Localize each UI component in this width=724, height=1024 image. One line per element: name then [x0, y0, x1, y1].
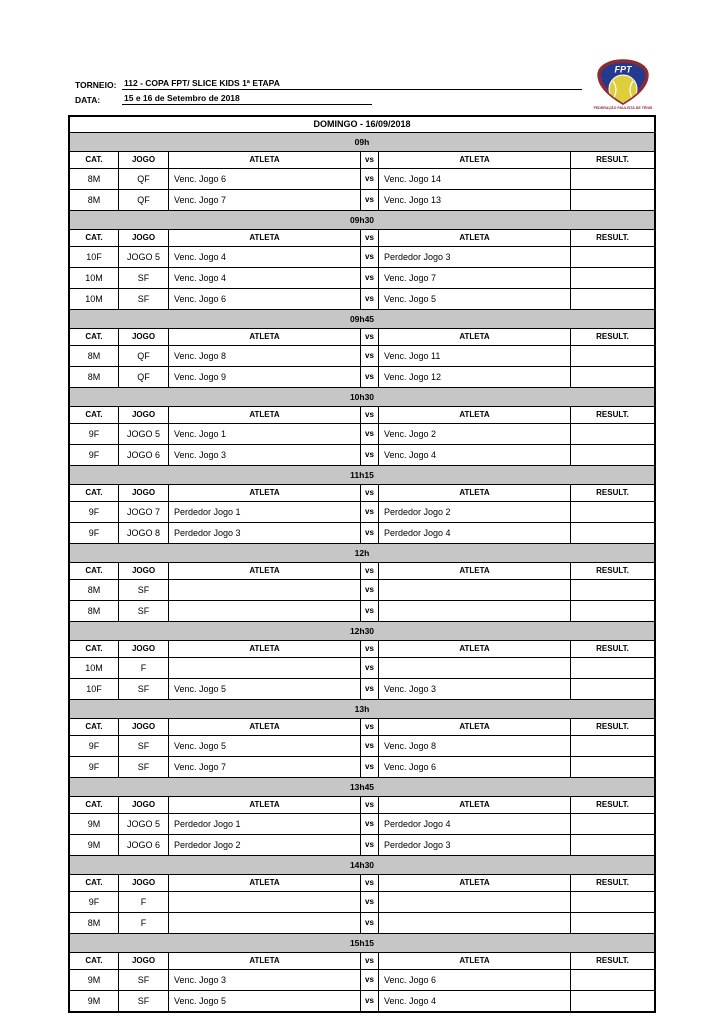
cell-cat: 8M — [87, 351, 101, 361]
fpt-abbr-text: FPT — [614, 64, 632, 75]
column-header-3: vs — [360, 485, 378, 501]
time-bar: 09h30 — [70, 211, 654, 230]
column-header-2: ATLETA — [168, 641, 360, 657]
cell-result — [570, 679, 654, 699]
column-header-2: ATLETA — [168, 719, 360, 735]
cell-cat: 9M — [87, 819, 101, 829]
cell-jogo: JOGO 6 — [118, 835, 168, 855]
cell-result — [570, 913, 654, 933]
column-header-0: CAT. — [85, 800, 103, 809]
match-row — [70, 424, 654, 445]
column-header-2: ATLETA — [168, 797, 360, 813]
fpt-logo — [590, 58, 656, 115]
column-header-5: RESULT. — [570, 485, 654, 501]
column-header-5: RESULT. — [570, 152, 654, 168]
column-header-3: vs — [360, 797, 378, 813]
cell-vs: vs — [360, 523, 378, 543]
time-bar: 09h45 — [70, 310, 654, 329]
column-header-2: ATLETA — [168, 152, 360, 168]
column-header-2: ATLETA — [168, 485, 360, 501]
match-row — [70, 736, 654, 757]
cell-result — [570, 736, 654, 756]
cell-atleta-2: Venc. Jogo 14 — [378, 169, 570, 189]
match-row — [70, 991, 654, 1011]
cell-result — [570, 169, 654, 189]
column-header-1: JOGO — [118, 953, 168, 969]
cell-vs: vs — [360, 445, 378, 465]
column-header-2: ATLETA — [168, 407, 360, 423]
cell-cat: 9F — [88, 528, 100, 538]
fpt-caption-text: FEDERAÇÃO PAULISTA DE TÊNIS — [593, 106, 653, 110]
cell-atleta-1 — [168, 580, 360, 600]
cell-result — [570, 970, 654, 990]
cell-atleta-2: Perdedor Jogo 3 — [378, 247, 570, 267]
cell-result — [570, 190, 654, 210]
cell-jogo: JOGO 6 — [118, 445, 168, 465]
cell-cat: 9F — [88, 741, 100, 751]
cell-atleta-1 — [168, 892, 360, 912]
cell-vs: vs — [360, 970, 378, 990]
cell-vs: vs — [360, 679, 378, 699]
match-row — [70, 970, 654, 991]
cell-vs: vs — [360, 601, 378, 621]
column-header-4: ATLETA — [378, 875, 570, 891]
section-header-row — [70, 329, 654, 346]
match-row — [70, 601, 654, 622]
schedule-table — [68, 115, 656, 1013]
cell-result — [570, 445, 654, 465]
data-value: 15 e 16 de Setembro de 2018 — [122, 93, 372, 105]
cell-jogo: SF — [118, 757, 168, 777]
section-header-row — [70, 953, 654, 970]
time-bar: 13h45 — [70, 778, 654, 797]
column-header-1: JOGO — [118, 641, 168, 657]
cell-jogo: SF — [118, 268, 168, 288]
section-header-row — [70, 797, 654, 814]
column-header-2: ATLETA — [168, 953, 360, 969]
column-header-0: CAT. — [85, 878, 103, 887]
cell-vs: vs — [360, 991, 378, 1011]
cell-jogo: F — [118, 913, 168, 933]
column-header-3: vs — [360, 953, 378, 969]
cell-jogo: QF — [118, 169, 168, 189]
cell-vs: vs — [360, 367, 378, 387]
cell-atleta-2: Venc. Jogo 6 — [378, 757, 570, 777]
schedule-sections — [70, 133, 654, 1011]
column-header-1: JOGO — [118, 485, 168, 501]
column-header-4: ATLETA — [378, 152, 570, 168]
column-header-4: ATLETA — [378, 230, 570, 246]
cell-atleta-2: Venc. Jogo 6 — [378, 970, 570, 990]
cell-jogo: SF — [118, 580, 168, 600]
column-header-3: vs — [360, 875, 378, 891]
cell-atleta-2: Perdedor Jogo 3 — [378, 835, 570, 855]
column-header-1: JOGO — [118, 152, 168, 168]
column-header-3: vs — [360, 407, 378, 423]
section-header-row — [70, 230, 654, 247]
column-header-2: ATLETA — [168, 563, 360, 579]
cell-atleta-1: Venc. Jogo 5 — [168, 991, 360, 1011]
cell-jogo: QF — [118, 346, 168, 366]
cell-vs: vs — [360, 346, 378, 366]
cell-atleta-1: Venc. Jogo 9 — [168, 367, 360, 387]
cell-result — [570, 835, 654, 855]
cell-atleta-2: Perdedor Jogo 2 — [378, 502, 570, 522]
cell-vs: vs — [360, 169, 378, 189]
cell-cat: 8M — [87, 585, 101, 595]
cell-result — [570, 523, 654, 543]
cell-jogo: F — [118, 658, 168, 678]
cell-vs: vs — [360, 247, 378, 267]
column-header-1: JOGO — [118, 230, 168, 246]
column-header-5: RESULT. — [570, 797, 654, 813]
cell-result — [570, 289, 654, 309]
cell-atleta-2 — [378, 601, 570, 621]
cell-result — [570, 247, 654, 267]
column-header-4: ATLETA — [378, 407, 570, 423]
cell-atleta-1: Venc. Jogo 6 — [168, 289, 360, 309]
document-header — [75, 78, 656, 108]
cell-result — [570, 991, 654, 1011]
cell-atleta-2 — [378, 580, 570, 600]
column-header-5: RESULT. — [570, 230, 654, 246]
cell-atleta-1 — [168, 913, 360, 933]
column-header-3: vs — [360, 719, 378, 735]
cell-vs: vs — [360, 835, 378, 855]
cell-vs: vs — [360, 757, 378, 777]
cell-atleta-2 — [378, 658, 570, 678]
column-header-4: ATLETA — [378, 641, 570, 657]
match-row — [70, 757, 654, 778]
cell-jogo: F — [118, 892, 168, 912]
cell-result — [570, 502, 654, 522]
cell-cat: 10M — [85, 294, 103, 304]
cell-vs: vs — [360, 658, 378, 678]
column-header-0: CAT. — [85, 332, 103, 341]
cell-atleta-2: Venc. Jogo 2 — [378, 424, 570, 444]
cell-cat: 8M — [87, 372, 101, 382]
torneio-value: 112 - COPA FPT/ SLICE KIDS 1ª ETAPA — [122, 78, 582, 90]
cell-vs: vs — [360, 268, 378, 288]
column-header-0: CAT. — [85, 566, 103, 575]
cell-jogo: SF — [118, 736, 168, 756]
data-label: DATA: — [75, 95, 101, 105]
column-header-1: JOGO — [118, 797, 168, 813]
match-row — [70, 247, 654, 268]
column-header-3: vs — [360, 329, 378, 345]
match-row — [70, 835, 654, 856]
cell-cat: 10F — [86, 684, 102, 694]
cell-cat: 8M — [87, 918, 101, 928]
torneio-label: TORNEIO: — [75, 80, 117, 90]
cell-jogo: SF — [118, 289, 168, 309]
column-header-1: JOGO — [118, 875, 168, 891]
cell-atleta-1 — [168, 601, 360, 621]
data-row — [75, 93, 656, 105]
column-header-4: ATLETA — [378, 563, 570, 579]
cell-atleta-2: Venc. Jogo 7 — [378, 268, 570, 288]
cell-jogo: JOGO 8 — [118, 523, 168, 543]
column-header-0: CAT. — [85, 233, 103, 242]
cell-cat: 9F — [88, 762, 100, 772]
cell-vs: vs — [360, 814, 378, 834]
cell-atleta-2: Venc. Jogo 8 — [378, 736, 570, 756]
cell-result — [570, 757, 654, 777]
cell-vs: vs — [360, 736, 378, 756]
cell-jogo: JOGO 5 — [118, 424, 168, 444]
column-header-1: JOGO — [118, 329, 168, 345]
column-header-3: vs — [360, 563, 378, 579]
column-header-5: RESULT. — [570, 407, 654, 423]
cell-atleta-1: Perdedor Jogo 1 — [168, 814, 360, 834]
cell-result — [570, 580, 654, 600]
cell-atleta-2: Venc. Jogo 4 — [378, 445, 570, 465]
column-header-4: ATLETA — [378, 953, 570, 969]
match-row — [70, 523, 654, 544]
cell-atleta-1: Venc. Jogo 3 — [168, 445, 360, 465]
match-row — [70, 814, 654, 835]
cell-jogo: SF — [118, 991, 168, 1011]
cell-cat: 10F — [86, 252, 102, 262]
match-row — [70, 367, 654, 388]
cell-atleta-1: Venc. Jogo 8 — [168, 346, 360, 366]
column-header-0: CAT. — [85, 488, 103, 497]
section-header-row — [70, 641, 654, 658]
section-header-row — [70, 407, 654, 424]
cell-cat: 10M — [85, 273, 103, 283]
column-header-3: vs — [360, 641, 378, 657]
cell-jogo: JOGO 5 — [118, 247, 168, 267]
cell-jogo: QF — [118, 367, 168, 387]
cell-result — [570, 367, 654, 387]
column-header-2: ATLETA — [168, 329, 360, 345]
cell-atleta-1: Venc. Jogo 6 — [168, 169, 360, 189]
column-header-3: vs — [360, 230, 378, 246]
time-bar: 12h30 — [70, 622, 654, 641]
cell-atleta-2: Venc. Jogo 12 — [378, 367, 570, 387]
cell-atleta-1: Venc. Jogo 1 — [168, 424, 360, 444]
section-header-row — [70, 875, 654, 892]
cell-atleta-1: Venc. Jogo 7 — [168, 757, 360, 777]
cell-atleta-2: Venc. Jogo 11 — [378, 346, 570, 366]
cell-cat: 8M — [87, 195, 101, 205]
section-header-row — [70, 485, 654, 502]
match-row — [70, 190, 654, 211]
cell-atleta-1: Venc. Jogo 4 — [168, 247, 360, 267]
column-header-5: RESULT. — [570, 953, 654, 969]
match-row — [70, 169, 654, 190]
match-row — [70, 913, 654, 934]
match-row — [70, 502, 654, 523]
cell-cat: 10M — [85, 663, 103, 673]
section-header-row — [70, 152, 654, 169]
column-header-0: CAT. — [85, 155, 103, 164]
cell-jogo: SF — [118, 601, 168, 621]
column-header-1: JOGO — [118, 407, 168, 423]
cell-atleta-1: Venc. Jogo 4 — [168, 268, 360, 288]
cell-atleta-1: Venc. Jogo 3 — [168, 970, 360, 990]
cell-atleta-1: Venc. Jogo 7 — [168, 190, 360, 210]
cell-atleta-2: Venc. Jogo 4 — [378, 991, 570, 1011]
cell-result — [570, 346, 654, 366]
cell-cat: 8M — [87, 174, 101, 184]
cell-vs: vs — [360, 502, 378, 522]
match-row — [70, 289, 654, 310]
cell-atleta-2: Venc. Jogo 13 — [378, 190, 570, 210]
column-header-1: JOGO — [118, 719, 168, 735]
time-bar: 11h15 — [70, 466, 654, 485]
column-header-5: RESULT. — [570, 329, 654, 345]
time-bar: 15h15 — [70, 934, 654, 953]
column-header-5: RESULT. — [570, 641, 654, 657]
match-row — [70, 268, 654, 289]
cell-atleta-2: Venc. Jogo 5 — [378, 289, 570, 309]
cell-cat: 9M — [87, 840, 101, 850]
cell-atleta-1: Perdedor Jogo 2 — [168, 835, 360, 855]
cell-vs: vs — [360, 424, 378, 444]
cell-result — [570, 658, 654, 678]
column-header-4: ATLETA — [378, 485, 570, 501]
column-header-0: CAT. — [85, 644, 103, 653]
cell-cat: 9F — [88, 450, 100, 460]
match-row — [70, 580, 654, 601]
cell-atleta-1 — [168, 658, 360, 678]
cell-atleta-1: Perdedor Jogo 1 — [168, 502, 360, 522]
column-header-3: vs — [360, 152, 378, 168]
time-bar: 13h — [70, 700, 654, 719]
cell-vs: vs — [360, 289, 378, 309]
time-bar: 14h30 — [70, 856, 654, 875]
column-header-2: ATLETA — [168, 230, 360, 246]
cell-cat: 9M — [87, 996, 101, 1006]
cell-atleta-2: Venc. Jogo 3 — [378, 679, 570, 699]
match-row — [70, 658, 654, 679]
match-row — [70, 892, 654, 913]
torneio-row — [75, 78, 656, 90]
column-header-5: RESULT. — [570, 875, 654, 891]
column-header-5: RESULT. — [570, 719, 654, 735]
column-header-1: JOGO — [118, 563, 168, 579]
time-bar: 09h — [70, 133, 654, 152]
column-header-0: CAT. — [85, 410, 103, 419]
cell-result — [570, 814, 654, 834]
match-row — [70, 346, 654, 367]
column-header-5: RESULT. — [570, 563, 654, 579]
cell-jogo: JOGO 5 — [118, 814, 168, 834]
cell-cat: 9F — [88, 897, 100, 907]
cell-jogo: JOGO 7 — [118, 502, 168, 522]
cell-result — [570, 892, 654, 912]
cell-atleta-1: Venc. Jogo 5 — [168, 736, 360, 756]
match-row — [70, 445, 654, 466]
day-title: DOMINGO - 16/09/2018 — [70, 117, 654, 133]
time-bar: 12h — [70, 544, 654, 563]
cell-vs: vs — [360, 580, 378, 600]
fpt-shield-icon — [590, 58, 656, 110]
cell-atleta-1: Venc. Jogo 5 — [168, 679, 360, 699]
column-header-2: ATLETA — [168, 875, 360, 891]
cell-cat: 9F — [88, 507, 100, 517]
cell-cat: 9M — [87, 975, 101, 985]
cell-vs: vs — [360, 913, 378, 933]
cell-vs: vs — [360, 892, 378, 912]
column-header-0: CAT. — [85, 722, 103, 731]
cell-jogo: SF — [118, 679, 168, 699]
section-header-row — [70, 563, 654, 580]
cell-atleta-2: Perdedor Jogo 4 — [378, 523, 570, 543]
column-header-4: ATLETA — [378, 719, 570, 735]
cell-atleta-2: Perdedor Jogo 4 — [378, 814, 570, 834]
cell-vs: vs — [360, 190, 378, 210]
time-bar: 10h30 — [70, 388, 654, 407]
column-header-0: CAT. — [85, 956, 103, 965]
cell-result — [570, 268, 654, 288]
match-row — [70, 679, 654, 700]
cell-atleta-2 — [378, 913, 570, 933]
cell-cat: 8M — [87, 606, 101, 616]
cell-atleta-1: Perdedor Jogo 3 — [168, 523, 360, 543]
cell-cat: 9F — [88, 429, 100, 439]
cell-result — [570, 424, 654, 444]
column-header-4: ATLETA — [378, 797, 570, 813]
column-header-4: ATLETA — [378, 329, 570, 345]
section-header-row — [70, 719, 654, 736]
cell-jogo: SF — [118, 970, 168, 990]
cell-result — [570, 601, 654, 621]
cell-jogo: QF — [118, 190, 168, 210]
cell-atleta-2 — [378, 892, 570, 912]
